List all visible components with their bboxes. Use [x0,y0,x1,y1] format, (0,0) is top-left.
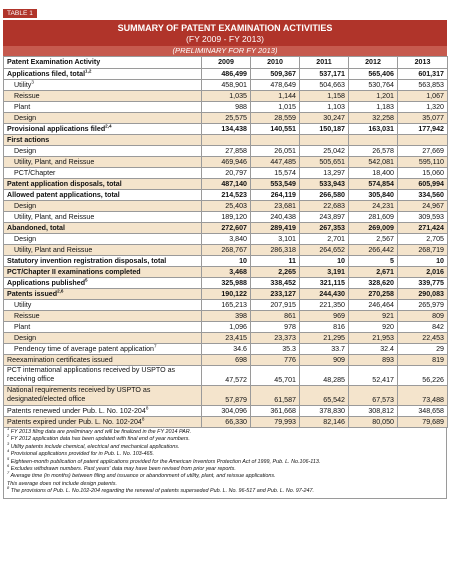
cell-value: 57,879 [202,386,251,406]
footnote-text: FY 2013 filing data are preliminary and will be finalized in the FY 2014 PAR. [10,429,192,435]
table-row [4,417,448,428]
table-row [4,344,448,355]
table-row [4,245,448,256]
cell-value: 15,060 [398,168,448,179]
cell-value: 10 [202,256,251,267]
footnote-number: 8 [7,485,10,491]
table-row [4,91,448,102]
row-label [4,289,202,300]
cell-value: 1,103 [300,102,349,113]
table-row [4,311,448,322]
cell-value: 2,016 [398,267,448,278]
cell-value: 447,485 [251,157,300,168]
row-label-text: Utility, Plant, and Reissue [14,158,95,166]
cell-value: 842 [398,322,448,333]
cell-value: 272,607 [202,223,251,234]
cell-value: 1,201 [349,91,398,102]
cell-value: 361,668 [251,406,300,417]
footnote-marker: 5 [85,277,88,283]
cell-value: 1,144 [251,91,300,102]
cell-value: 325,988 [202,278,251,289]
cell-value: 537,171 [300,69,349,80]
footnote-marker: 2,4 [105,123,112,129]
column-header-year: 2011 [300,57,349,69]
cell-value: 281,609 [349,212,398,223]
table-row [4,190,448,201]
cell-value: 25,403 [202,201,251,212]
row-label [4,69,202,80]
cell-value: 504,663 [300,80,349,91]
row-label-text: Utility [14,81,32,89]
activity-table [3,56,448,428]
cell-value: 816 [300,322,349,333]
cell-value: 268,719 [398,245,448,256]
row-label-text: Patents renewed under Pub. L. No. 102-204 [7,407,146,415]
table-row [4,386,448,406]
cell-value: 398 [202,311,251,322]
footnote [7,485,443,495]
table-row [4,406,448,417]
footnote-text: Utility patents include chemical, electrical and mechanical applications. [10,443,180,450]
row-label-text: Design [14,334,37,342]
table-row [4,69,448,80]
row-label [4,311,202,322]
title-banner [3,20,447,46]
cell-value: 266,580 [300,190,349,201]
footnote-number: 7 [7,470,10,476]
table-row [4,366,448,386]
cell-value: 338,452 [251,278,300,289]
cell-value [349,135,398,146]
cell-value: 207,915 [251,300,300,311]
row-label [4,344,202,355]
column-header-year: 2010 [251,57,300,69]
cell-value: 321,115 [300,278,349,289]
footnote-text: Eighteen-month publication of patent applications provided for the American Inventors Protection Act of 1999, Pub. L. No.106-113. [10,458,321,465]
footnote-text: This average does not include design patents. [7,480,117,487]
cell-value: 134,438 [202,124,251,135]
cell-value: 24,967 [398,201,448,212]
cell-value: 28,559 [251,113,300,124]
row-label-text: Applications published [7,279,86,287]
table-title: SUMMARY OF PATENT EXAMINATION ACTIVITIES [117,23,333,33]
row-label [4,333,202,344]
cell-value: 563,853 [398,80,448,91]
table-row [4,234,448,245]
footnote-marker: 8 [141,416,145,422]
table-body [4,69,448,428]
cell-value: 605,994 [398,179,448,190]
cell-value: 565,406 [349,69,398,80]
row-label [4,91,202,102]
cell-value: 921 [349,311,398,322]
footnote-text: FY 2012 application data has been updated with final end of year numbers. [10,436,190,443]
cell-value: 22,683 [300,201,349,212]
row-label-text: Applications filed, total [7,70,86,78]
column-header-activity: Patent Examination Activity [4,57,202,69]
cell-value: 969 [300,311,349,322]
cell-value: 79,689 [398,417,448,428]
table-row [4,300,448,311]
cell-value: 553,549 [251,179,300,190]
cell-value: 56,226 [398,366,448,386]
cell-value: 66,330 [202,417,251,428]
row-label-text: First actions [7,136,50,144]
cell-value: 3,468 [202,267,251,278]
row-label [4,366,202,386]
footnote-text: The provisions of Pub. L. No.102-204 regarding the renewal of patents superseded Pub. L. No. 96-517 and Pub. L. No. 97-247. [10,488,315,495]
cell-value: 2,705 [398,234,448,245]
cell-value: 10 [398,256,448,267]
footnote-text: Provisional applications provided for in Pub. L. No. 103-465. [10,451,154,458]
row-label-text: Utility [14,301,32,309]
cell-value: 1,035 [202,91,251,102]
cell-value: 3,840 [202,234,251,245]
cell-value: 305,840 [349,190,398,201]
cell-value: 264,652 [300,245,349,256]
cell-value: 487,140 [202,179,251,190]
cell-value: 348,658 [398,406,448,417]
cell-value: 140,551 [251,124,300,135]
cell-value: 505,651 [300,157,349,168]
row-label-text: Utility, Plant and Reissue [14,246,93,254]
footnote-text: Excludes withdrawn numbers. Past years' data may have been revised from prior year reports. [10,466,236,473]
row-label [4,417,202,428]
row-label-text: Plant [14,323,31,331]
row-label-text: Utility, Plant, and Reissue [14,213,95,221]
cell-value: 271,424 [398,223,448,234]
cell-value: 861 [251,311,300,322]
row-label-text: Provisional applications filed [7,125,106,133]
footnote [7,448,443,458]
row-label-text: Design [14,202,37,210]
cell-value: 10 [300,256,349,267]
table-row [4,355,448,366]
cell-value: 11 [251,256,300,267]
cell-value: 2,567 [349,234,398,245]
cell-value: 1,183 [349,102,398,113]
footnote-number: 2 [7,433,10,439]
cell-value: 67,573 [349,386,398,406]
cell-value: 264,119 [251,190,300,201]
footnote-marker: 3 [31,79,34,85]
cell-value: 221,350 [300,300,349,311]
cell-value: 5 [349,256,398,267]
cell-value: 23,373 [251,333,300,344]
cell-value: 13,297 [300,168,349,179]
row-label-text: Plant [14,103,31,111]
row-label [4,124,202,135]
cell-value: 34.6 [202,344,251,355]
header-row [4,57,448,69]
table-row [4,80,448,91]
cell-value: 23,415 [202,333,251,344]
cell-value: 190,122 [202,289,251,300]
footnote [7,470,443,480]
row-label [4,179,202,190]
cell-value: 1,067 [398,91,448,102]
cell-value: 286,318 [251,245,300,256]
footnote-number: 3 [7,441,10,447]
cell-value: 45,701 [251,366,300,386]
table-row [4,102,448,113]
cell-value: 18,400 [349,168,398,179]
column-header-year: 2012 [349,57,398,69]
cell-value: 978 [251,322,300,333]
footnote-number: 4 [7,448,10,454]
cell-value [251,135,300,146]
row-label-text: Patent application disposals, total [7,180,122,188]
column-header-year: 2013 [398,57,448,69]
cell-value: 26,051 [251,146,300,157]
cell-value: 574,854 [349,179,398,190]
row-label-text: PCT/Chapter II examinations completed [7,268,141,276]
footnote-number: 6 [7,463,10,469]
cell-value: 893 [349,355,398,366]
cell-value: 270,258 [349,289,398,300]
cell-value: 246,464 [349,300,398,311]
cell-value: 214,523 [202,190,251,201]
table-subtitle: (FY 2009 - FY 2013) [185,34,265,44]
cell-value: 328,620 [349,278,398,289]
row-label-text: Reissue [14,92,40,100]
cell-value: 698 [202,355,251,366]
cell-value: 809 [398,311,448,322]
cell-value: 52,417 [349,366,398,386]
row-label [4,267,202,278]
row-label [4,406,202,417]
cell-value: 22,453 [398,333,448,344]
table-row [4,278,448,289]
table-row [4,135,448,146]
column-header-year: 2009 [202,57,251,69]
cell-value: 3,191 [300,267,349,278]
cell-value: 378,830 [300,406,349,417]
cell-value: 150,187 [300,124,349,135]
cell-value: 334,560 [398,190,448,201]
preliminary-note: (PRELIMINARY FOR FY 2013) [3,46,447,56]
cell-value: 819 [398,355,448,366]
cell-value: 32,258 [349,113,398,124]
footnote-marker: 7 [154,343,157,349]
cell-value: 3,101 [251,234,300,245]
cell-value: 1,320 [398,102,448,113]
cell-value: 79,993 [251,417,300,428]
footnote [7,433,443,443]
cell-value: 25,575 [202,113,251,124]
row-label [4,113,202,124]
table-row [4,113,448,124]
cell-value: 290,083 [398,289,448,300]
table-row [4,212,448,223]
cell-value: 21,295 [300,333,349,344]
row-label [4,322,202,333]
cell-value: 25,042 [300,146,349,157]
cell-value: 26,578 [349,146,398,157]
row-label [4,80,202,91]
table-row [4,289,448,300]
row-label-text: Abandoned, total [7,224,65,232]
cell-value: 243,897 [300,212,349,223]
row-label [4,135,202,146]
table-tab-label: TABLE 1 [3,9,37,18]
cell-value: 29 [398,344,448,355]
cell-value: 458,901 [202,80,251,91]
cell-value: 82,146 [300,417,349,428]
cell-value: 308,812 [349,406,398,417]
cell-value: 27,858 [202,146,251,157]
row-label-text: Reexamination certificates issued [7,356,113,364]
row-label-text: Reissue [14,312,40,320]
cell-value: 289,419 [251,223,300,234]
cell-value: 542,081 [349,157,398,168]
table-row [4,256,448,267]
cell-value: 30,247 [300,113,349,124]
cell-value: 266,442 [349,245,398,256]
cell-value: 244,430 [300,289,349,300]
table-row [4,223,448,234]
cell-value: 2,265 [251,267,300,278]
cell-value: 80,050 [349,417,398,428]
row-label [4,201,202,212]
cell-value: 47,572 [202,366,251,386]
row-label [4,190,202,201]
cell-value: 533,943 [300,179,349,190]
row-label [4,245,202,256]
cell-value: 2,701 [300,234,349,245]
footnote-marker: 1,2 [85,68,92,74]
cell-value: 988 [202,102,251,113]
cell-value: 595,110 [398,157,448,168]
table-row [4,168,448,179]
cell-value: 1,096 [202,322,251,333]
cell-value [202,135,251,146]
cell-value: 233,127 [251,289,300,300]
table-row [4,267,448,278]
row-label-text: Statutory invention registration disposals, total [7,257,167,265]
cell-value: 601,317 [398,69,448,80]
row-label [4,234,202,245]
cell-value: 267,353 [300,223,349,234]
cell-value: 24,231 [349,201,398,212]
cell-value: 478,649 [251,80,300,91]
row-label-text: Patents expired under Pub. L. No. 102-204 [7,418,142,426]
cell-value: 165,213 [202,300,251,311]
cell-value: 23,681 [251,201,300,212]
cell-value: 33.7 [300,344,349,355]
cell-value: 1,015 [251,102,300,113]
cell-value: 309,593 [398,212,448,223]
cell-value: 189,120 [202,212,251,223]
row-label [4,223,202,234]
cell-value: 21,953 [349,333,398,344]
cell-value: 486,499 [202,69,251,80]
row-label [4,355,202,366]
row-label-text: Design [14,235,37,243]
cell-value: 35,077 [398,113,448,124]
cell-value: 920 [349,322,398,333]
cell-value: 776 [251,355,300,366]
table-row [4,179,448,190]
row-label [4,157,202,168]
cell-value: 530,764 [349,80,398,91]
row-label [4,300,202,311]
cell-value: 35.3 [251,344,300,355]
row-label [4,386,202,406]
footnote-number: 5 [7,455,10,461]
cell-value: 304,096 [202,406,251,417]
row-label-text: Pendency time of average patent application [14,345,154,353]
footnote-number: 1 [7,426,10,432]
report-page [3,2,447,574]
row-label-text: Patents issued [7,290,58,298]
cell-value: 32.4 [349,344,398,355]
cell-value: 268,767 [202,245,251,256]
row-label-text: PCT international applications received by USPTO as receiving office [7,366,176,383]
table-row [4,322,448,333]
cell-value: 240,438 [251,212,300,223]
row-label [4,212,202,223]
row-label [4,168,202,179]
cell-value: 48,285 [300,366,349,386]
row-label [4,146,202,157]
cell-value: 469,946 [202,157,251,168]
footnote-marker: 8 [145,405,149,411]
row-label-text: PCT/Chapter [14,169,56,177]
row-label-text: Allowed patent applications, total [7,191,120,199]
cell-value: 61,587 [251,386,300,406]
footnote-marker: 2,6 [57,288,64,294]
row-label-text: National requirements received by USPTO as designated/elected office [7,386,151,403]
row-label [4,102,202,113]
cell-value: 73,488 [398,386,448,406]
table-row [4,124,448,135]
cell-value [300,135,349,146]
footnotes [3,428,447,499]
row-label-text: Design [14,147,37,155]
cell-value: 269,009 [349,223,398,234]
cell-value: 20,797 [202,168,251,179]
cell-value: 509,367 [251,69,300,80]
cell-value: 265,979 [398,300,448,311]
footnote [7,455,443,469]
row-label [4,256,202,267]
cell-value: 163,031 [349,124,398,135]
row-label-text: Design [14,114,37,122]
table-row [4,157,448,168]
cell-value: 909 [300,355,349,366]
cell-value: 15,574 [251,168,300,179]
cell-value: 65,542 [300,386,349,406]
cell-value [398,135,448,146]
footnote-text: Average time (in months) between filing and issuance or abandonment of utility, plant, and reissue applications. [10,473,276,480]
table-row [4,333,448,344]
table-row [4,201,448,212]
row-label [4,278,202,289]
cell-value: 27,669 [398,146,448,157]
cell-value: 177,942 [398,124,448,135]
cell-value: 1,158 [300,91,349,102]
cell-value: 339,775 [398,278,448,289]
table-row [4,146,448,157]
cell-value: 2,671 [349,267,398,278]
